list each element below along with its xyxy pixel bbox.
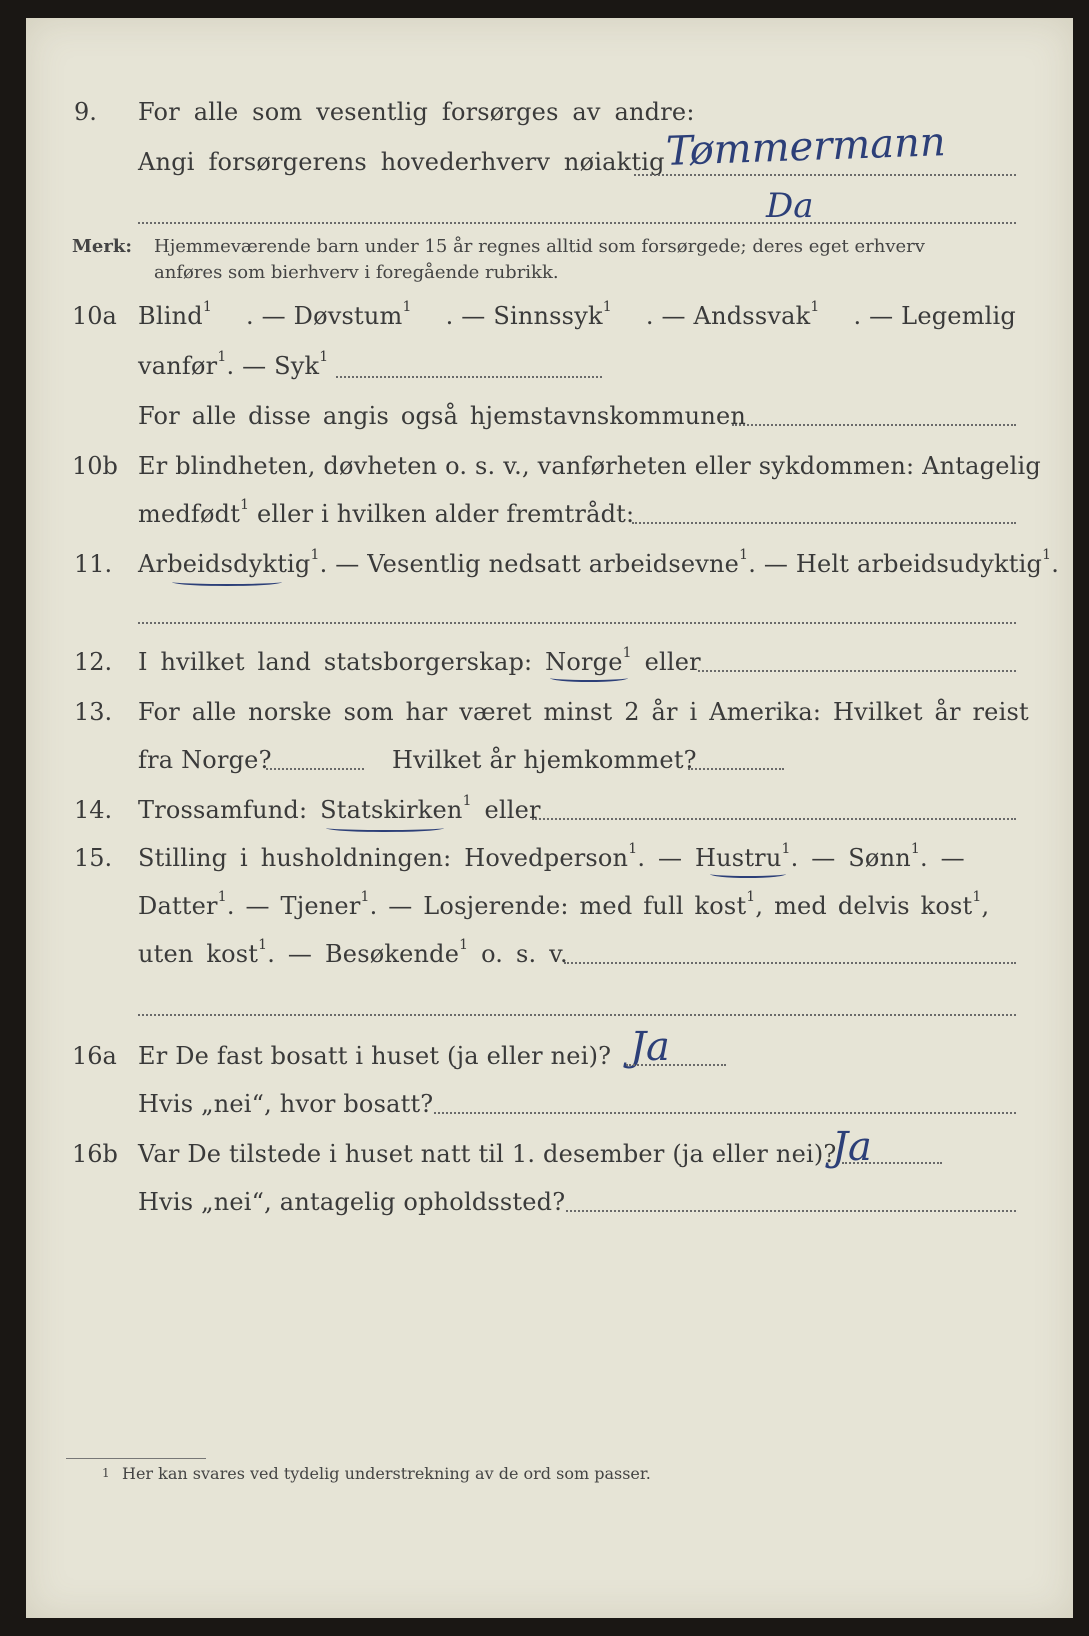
question-10a-line2: vanfør$^1$. — Syk$^1$ [138, 349, 329, 380]
handwritten-underline-arbeidsdyktig [172, 578, 282, 586]
question-12-number: 12. [74, 648, 113, 676]
handwritten-underline-norge [550, 674, 628, 682]
question-10a-line1: Blind$^1$ . — Døvstum$^1$ . — Sinnssyk$^1$ . — Andssvak$^1$ . — Legemlig [138, 299, 1016, 330]
question-12-line: I hvilket land statsborgerskap: Norge$^1$ eller [138, 645, 701, 676]
question-11-number: 11. [74, 550, 113, 578]
question-15-answer-line2 [138, 1014, 1016, 1016]
option-statskirken: Statskirken [320, 796, 463, 824]
option-syk: . — Syk [226, 352, 320, 380]
handwritten-answer-16b: Ja [832, 1124, 872, 1170]
option-andssvak: . — Andssvak [645, 302, 811, 330]
question-10a-hometown-line [732, 424, 1016, 426]
question-11-line: Arbeidsdyktig$^1$. — Vesentlig nedsatt arbeidsevne$^1$. — Helt arbeidsudyktig$^1$. [138, 547, 1060, 578]
question-9-line1: For alle som vesentlig forsørges av andre: [138, 98, 695, 126]
question-9-answer-line2 [138, 222, 1016, 224]
note-line2: anføres som bierhverv i foregående rubrikk. [154, 262, 559, 283]
handwritten-underline-statskirken [326, 824, 444, 832]
footnote-divider [66, 1458, 206, 1459]
handwritten-ditto: Da [766, 186, 814, 226]
handwritten-answer-16a: Ja [630, 1024, 670, 1070]
option-blind: Blind [138, 302, 203, 330]
question-15-line3: uten kost$^1$. — Besøkende$^1$ o. s. v. [138, 937, 568, 968]
question-10a-number: 10a [72, 302, 117, 330]
handwritten-occupation: Tømmermann [665, 119, 947, 175]
question-13-line2b: Hvilket år hjemkommet? [392, 746, 697, 774]
question-10b-number: 10b [72, 452, 118, 480]
question-15-line2: Datter$^1$. — Tjener$^1$. — Losjerende: med full kost$^1$, med delvis kost$^1$, [138, 889, 990, 920]
question-10b-answer-line [632, 522, 1016, 524]
question-14-answer-line [532, 818, 1016, 820]
question-16b-location-line [566, 1210, 1016, 1212]
handwritten-underline-hustru [710, 870, 786, 878]
question-16a-line1: Er De fast bosatt i huset (ja eller nei)? [138, 1042, 612, 1070]
option-norge: Norge [545, 648, 623, 676]
question-13-year-left-line [266, 768, 364, 770]
question-15-answer-line [564, 962, 1016, 964]
option-sinnssyk: . — Sinnssyk [445, 302, 603, 330]
question-9-line2: Angi forsørgerens hovederhverv nøiaktig [138, 148, 665, 176]
question-13-line1: For alle norske som har været minst 2 år i Amerika: Hvilket år reist [138, 698, 1029, 726]
option-hustru: . — Hustru [637, 844, 782, 872]
question-9-number: 9. [74, 98, 97, 126]
question-15-line1: Stilling i husholdningen: Hovedperson$^1$. — Hustru$^1$. — Sønn$^1$. — [138, 841, 965, 872]
question-10a-answer-line [336, 376, 602, 378]
question-10b-line2: medfødt$^1$ eller i hvilken alder fremtrådt: [138, 497, 635, 528]
note-label: Merk: [72, 236, 132, 257]
question-16b-line2: Hvis „nei“, antagelig opholdssted? [138, 1188, 566, 1216]
question-9-answer-line [634, 174, 1016, 176]
footnote-mark: 1 [102, 1466, 110, 1480]
question-15-number: 15. [74, 844, 113, 872]
note-line1: Hjemmeværende barn under 15 år regnes alltid som forsørgede; deres eget erhverv [154, 236, 925, 257]
question-14-line: Trossamfund: Statskirken$^1$ eller [138, 793, 541, 824]
question-16b-number: 16b [72, 1140, 118, 1168]
footnote-text: Her kan svares ved tydelig understrekning av de ord som passer. [122, 1464, 651, 1483]
question-12-answer-line [698, 670, 1016, 672]
question-16a-location-line [434, 1112, 1016, 1114]
question-16a-number: 16a [72, 1042, 117, 1070]
question-16a-line2: Hvis „nei“, hvor bosatt? [138, 1090, 434, 1118]
question-16b-answer-line [842, 1162, 942, 1164]
question-10a-line3: For alle disse angis også hjemstavnskommunen [138, 402, 747, 430]
question-16a-answer-line [626, 1064, 726, 1066]
option-dovstum: . — Døvstum [245, 302, 403, 330]
option-legemlig: . — Legemlig [853, 302, 1016, 330]
question-16b-line1: Var De tilstede i huset natt til 1. desember (ja eller nei)? [138, 1140, 837, 1168]
question-10b-line1: Er blindheten, døvheten o. s. v., vanførheten eller sykdommen: Antagelig [138, 452, 1041, 480]
question-11-answer-line [138, 622, 1016, 624]
question-13-year-returned-line [688, 768, 784, 770]
option-arbeidsdyktig: Arbeidsdyktig [138, 550, 311, 578]
question-13-line2a: fra Norge? [138, 746, 272, 774]
question-13-number: 13. [74, 698, 113, 726]
question-14-number: 14. [74, 796, 113, 824]
census-form-page [26, 18, 1073, 1618]
option-vanfor: vanfør [138, 352, 218, 380]
